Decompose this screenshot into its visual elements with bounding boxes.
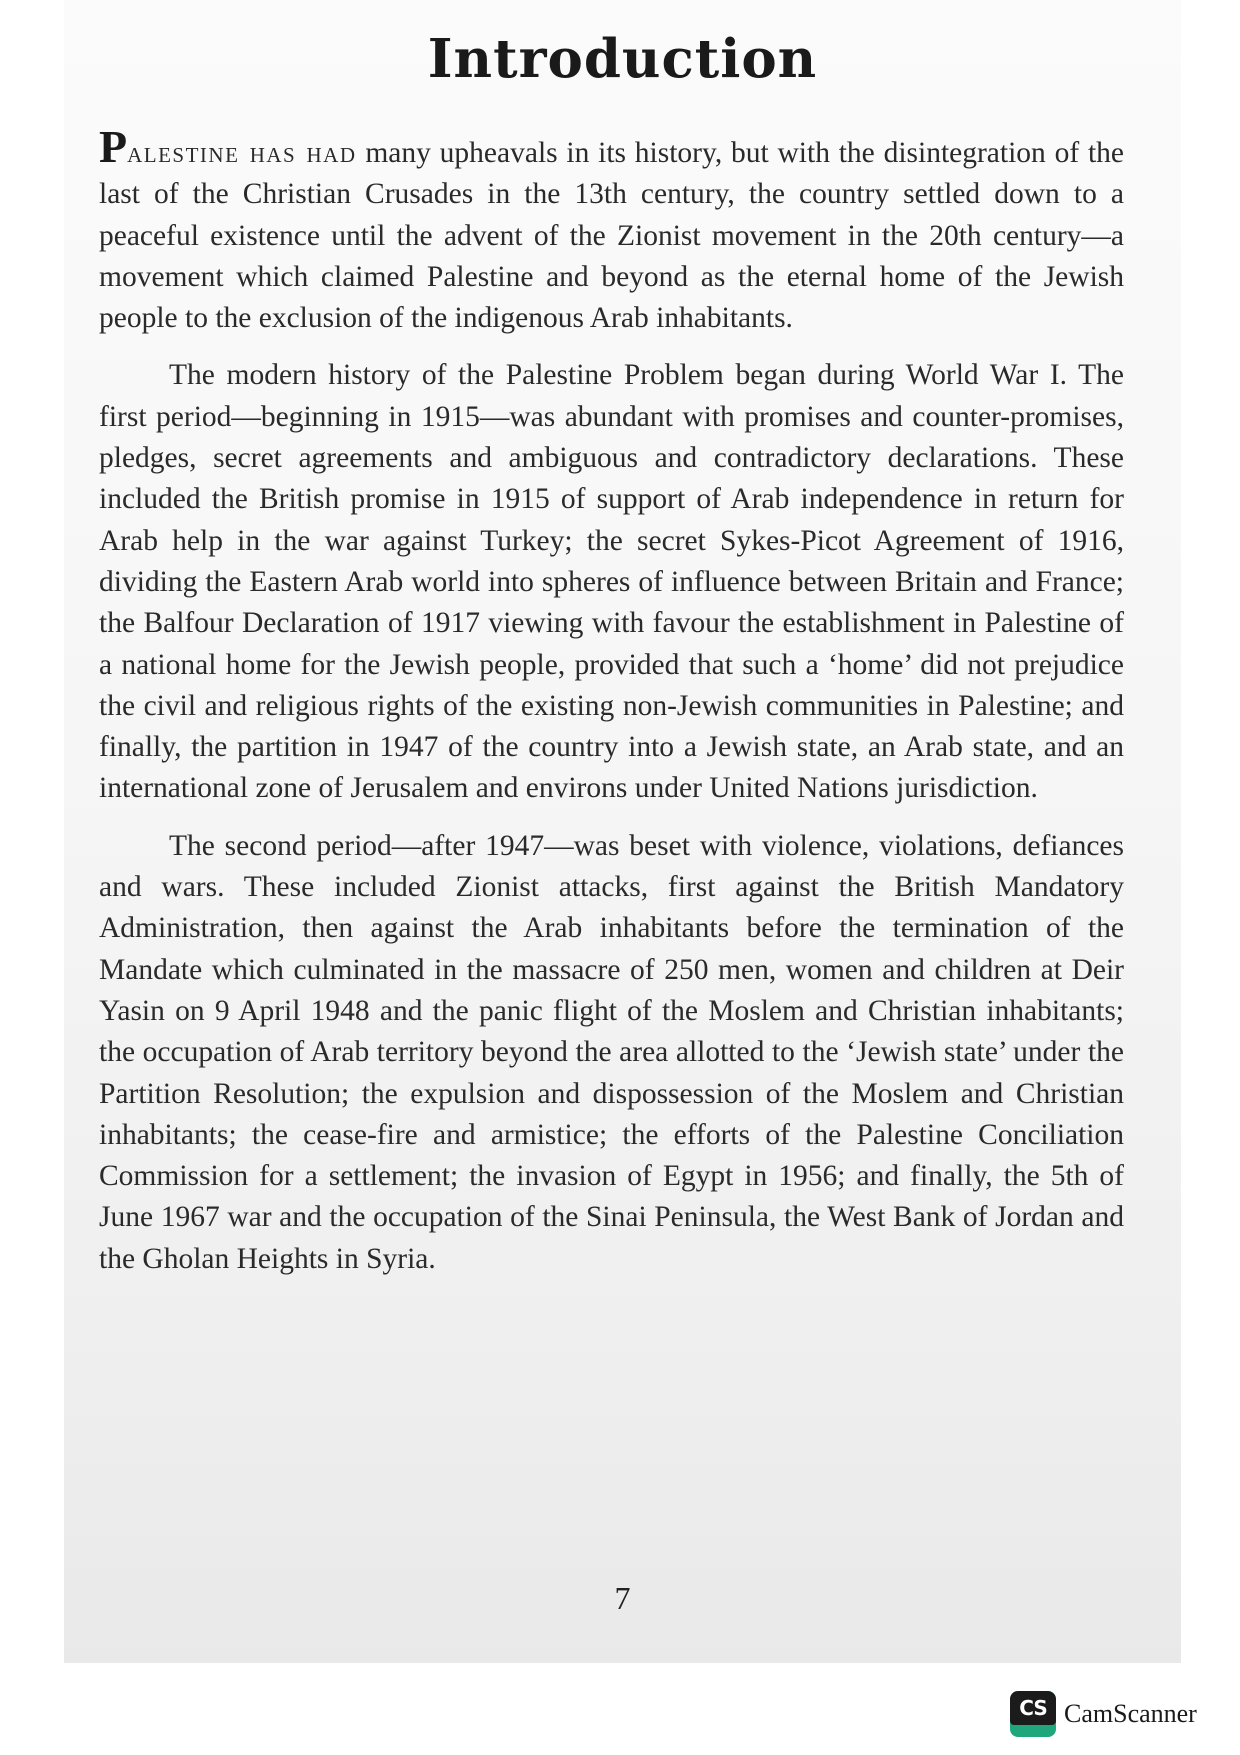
paragraph-2: The modern history of the Palestine Problem began during World War I. The first period—beginning in 1915—was abundant with promises and counter-promises, pledges, secret agreements and ambiguous and contradictory declarations. These included the British promise in 1915 of support of Arab independence in return for Arab help in the war against Turkey; the secret Sykes-Picot Agreement of 1916, dividing the Eastern Arab world into spheres of influence between Britain and France; the Balfour Declaration of 1917 viewing with favour the establishment in Palestine of a national home for the Jewish people, provided that such a ‘home’ did not prejudice the civil and religious rights of the existing non-Jewish communities in Palestine; and finally, the partition in 1947 of the country into a Jewish state, an Arab state, and an international zone of Jerusalem and environs under United Nations jurisdiction.: [99, 359, 1124, 805]
paragraph-3: The second period—after 1947—was beset with violence, violations, defiances and wars. These included Zionist attacks, first against the British Mandatory Administration, then against the Arab inhabitants before the termination of the Mandate which culminated in the massacre of 250 men, women and children at Deir Yasin on 9 April 1948 and the panic flight of the Moslem and Christian inhabitants; the occupation of Arab territory beyond the area allotted to the ‘Jewish state’ under the Partition Resolution; the expulsion and dispossession of the Moslem and Christian inhabitants; the cease-fire and armistice; the efforts of the Palestine Conciliation Commission for a settlement; the invasion of Egypt in 1956; and finally, the 5th of June 1967 war and the occupation of the Sinai Peninsula, the West Bank of Jordan and the Gholan Heights in Syria.: [99, 829, 1124, 1275]
paragraph-1: [99, 121, 1124, 339]
page-number: 7: [614, 1580, 631, 1616]
lead-in-small-caps: alestine has had: [127, 137, 357, 169]
camscanner-label: CamScanner: [1064, 1699, 1197, 1728]
drop-initial: P: [99, 121, 128, 172]
camscanner-watermark: [1010, 1690, 1197, 1738]
page-title: Introduction: [427, 28, 818, 90]
camscanner-logo-text: CS: [1010, 1691, 1056, 1725]
scanned-page: [64, 0, 1181, 1663]
body-text: [99, 121, 1124, 1296]
camscanner-logo-icon: [1010, 1691, 1056, 1737]
paragraph-1-text: many upheavals in its history, but with the disintegration of the last of the Christian Crusades in the 13th century, the country settled down to a peaceful existence until the advent of the Zionist movement in the 20th century—a movement which claimed Palestine and beyond as the eternal home of the Jewish people to the exclusion of the indigenous Arab inhabitants.: [99, 137, 1124, 335]
